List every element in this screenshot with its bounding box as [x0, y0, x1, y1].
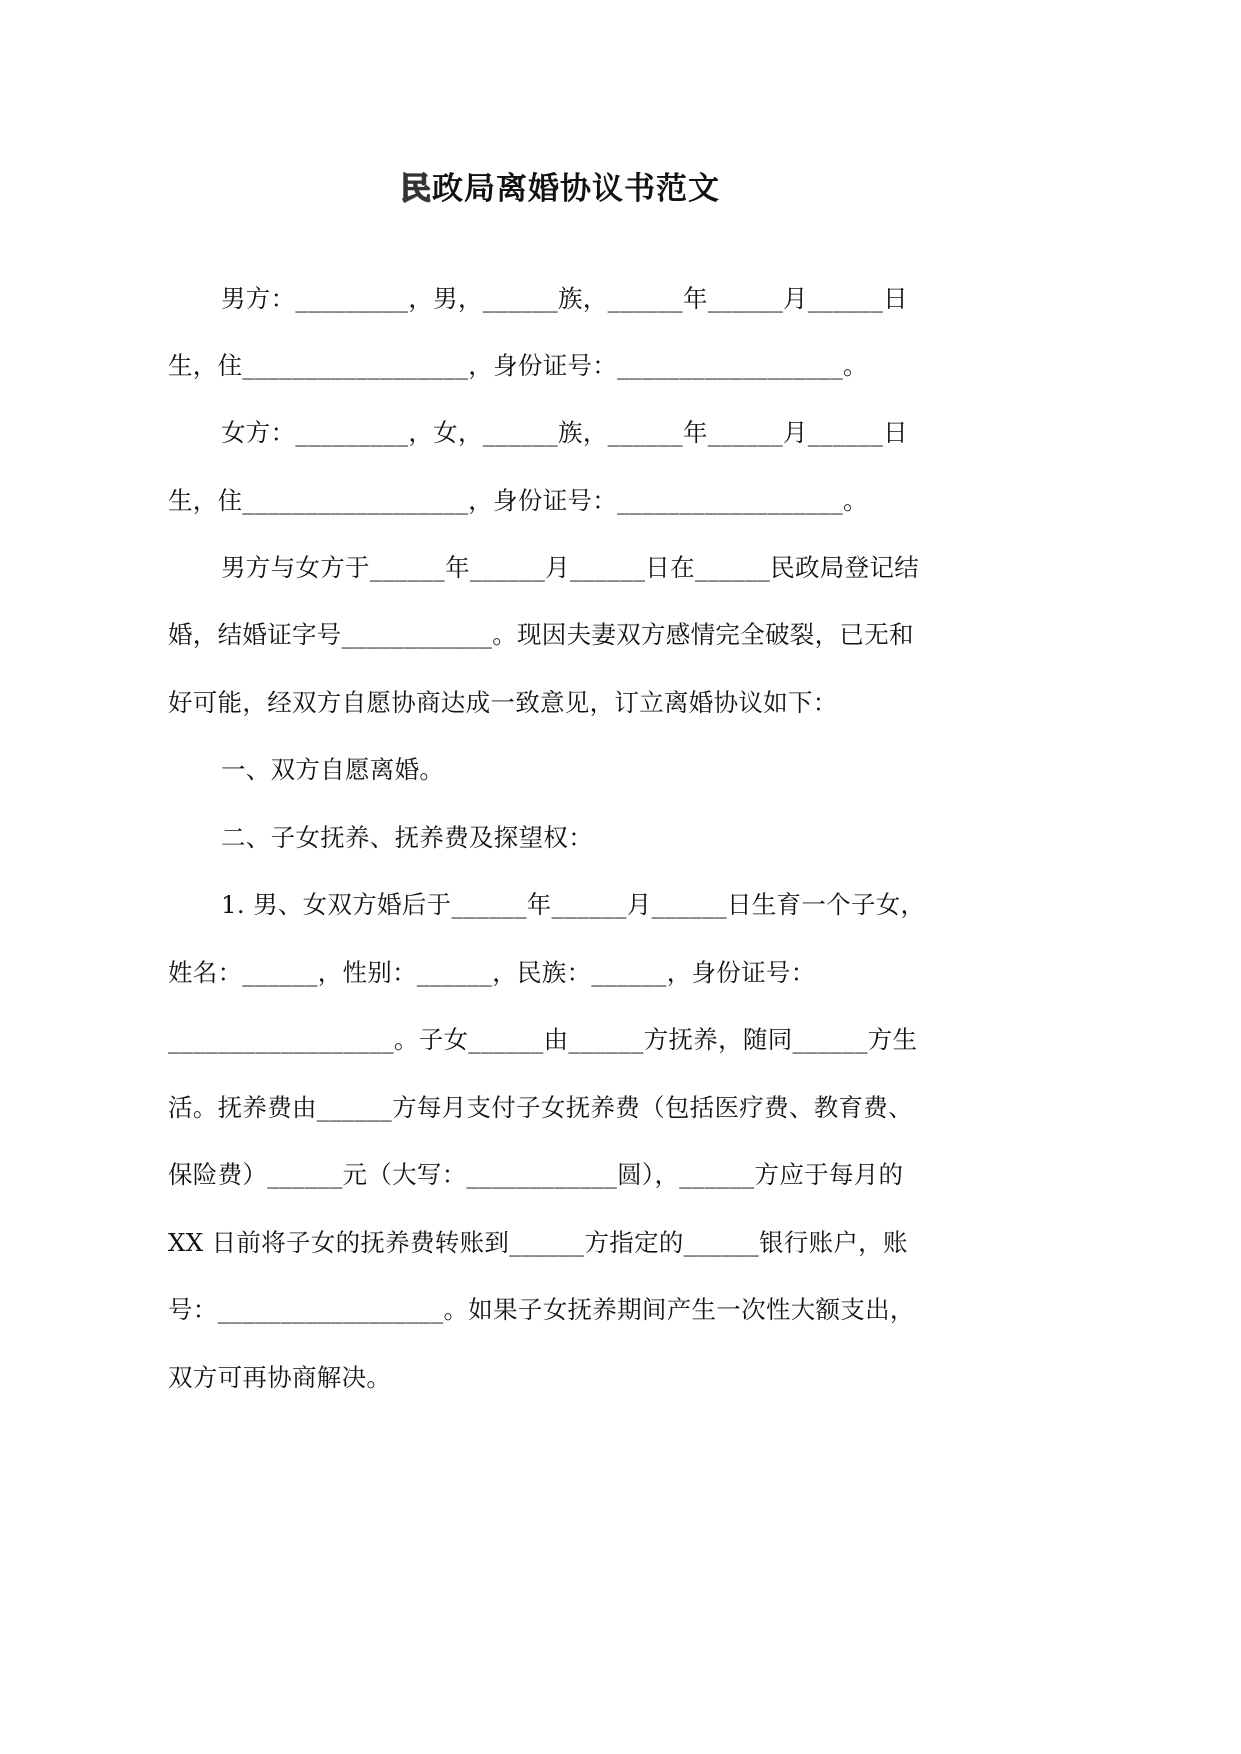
paragraph-line: 二、子女抚养、抚养费及探望权： [221, 823, 593, 852]
paragraph-line: 生，住__________________，身份证号：__________________。 [168, 486, 868, 515]
title-first-char: 民 [400, 171, 432, 207]
paragraph-line: 双方可再协商解决。 [168, 1363, 392, 1392]
paragraph-line: 婚，结婚证字号____________。现因夫妻双方感情完全破裂，已无和 [168, 620, 914, 649]
paragraph-line: __________________。子女______由______方抚养，随同______方生 [168, 1025, 918, 1054]
paragraph-line: 一、双方自愿离婚。 [221, 755, 445, 784]
paragraph-line: 活。抚养费由______方每月支付子女抚养费（包括医疗费、教育费、 [168, 1093, 913, 1122]
paragraph-line: XX 日前将子女的抚养费转账到______方指定的______银行账户，账 [168, 1228, 908, 1257]
paragraph-line: 姓名：______，性别：______，民族：______，身份证号： [168, 958, 816, 987]
paragraph-line: 1. 男、女双方婚后于______年______月______日生育一个子女， [221, 890, 926, 919]
paragraph-line: 保险费）______元（大写：____________圆），______方应于每月的 [168, 1160, 904, 1189]
title-rest: 政局离婚协议书范文 [432, 171, 720, 207]
paragraph-line: 好可能，经双方自愿协商达成一致意见，订立离婚协议如下： [168, 688, 838, 717]
paragraph-line: 女方：_________，女，______族，______年______月______日 [221, 418, 908, 447]
paragraph-line: 男方：_________，男，______族，______年______月______日 [221, 284, 908, 313]
paragraph-line: 生，住__________________，身份证号：__________________。 [168, 351, 868, 380]
document-title [0, 163, 1120, 208]
paragraph-line: 号：__________________。如果子女抚养期间产生一次性大额支出， [168, 1295, 915, 1324]
paragraph-line: 男方与女方于______年______月______日在______民政局登记结 [221, 553, 919, 582]
